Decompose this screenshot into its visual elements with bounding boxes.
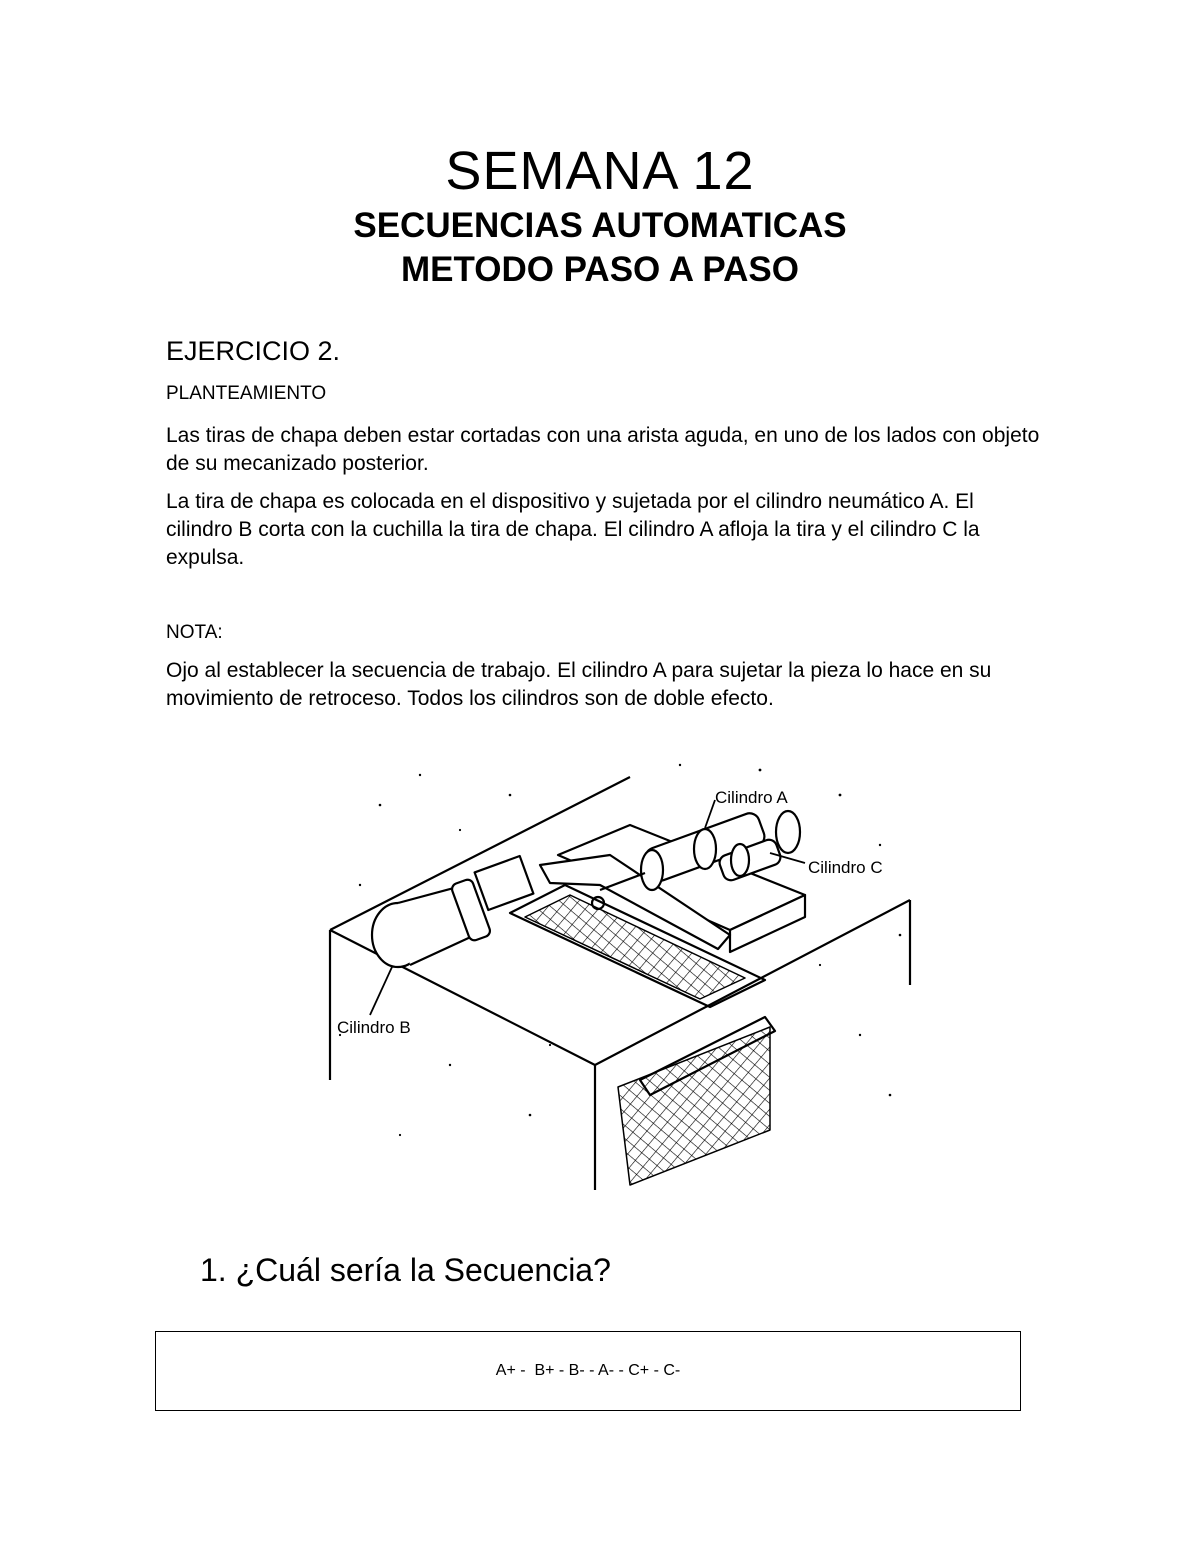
paragraph-1: Las tiras de chapa deben estar cortadas con una arista aguda, en uno de los lados con objeto de su mecanizado posterior. [166,424,1040,475]
output-tray-mesh [618,1027,770,1185]
page-title: SEMANA 12 [445,141,755,201]
leader-b [370,967,392,1015]
label-cilindro-a: Cilindro A [715,788,788,807]
cylinder-b-mount [475,856,534,910]
answer-box [155,1331,1021,1411]
label-cilindro-b: Cilindro B [337,1018,411,1037]
cylinder-c-cap [731,844,749,876]
paragraph-2: La tira de chapa es colocada en el dispositivo y sujetada por el cilindro neumático A. El cilindro B corta con la cuchilla la tira de chapa. El cilindro A afloja la tira y el cilindro C la expulsa. [166,490,980,569]
answer-sequence: A+ - B+ - B- - A- - C+ - C- [495,1362,681,1379]
leader-a [705,800,715,828]
cylinder-a-ring-2 [694,829,716,869]
subtitle-method: METODO PASO A PASO [400,250,799,289]
exercise-title: EJERCICIO 2. [166,336,341,366]
cylinder-a-cap [776,811,800,853]
note-label: NOTA: [166,622,223,643]
cylinder-a-ring-1 [641,850,663,890]
section-label-planteamiento: PLANTEAMIENTO [166,383,327,404]
subtitle-sequences: SECUENCIAS AUTOMATICAS [353,206,847,245]
note-text: Ojo al establecer la secuencia de trabajo. El cilindro A para sujetar la pieza lo hace en su movimiento de retroceso. Todos los cilindros son de doble efecto. [166,659,992,710]
machine-illustration [300,735,940,1195]
label-cilindro-c: Cilindro C [808,858,883,877]
question-text: 1. ¿Cuál sería la Secuencia? [200,1252,611,1288]
